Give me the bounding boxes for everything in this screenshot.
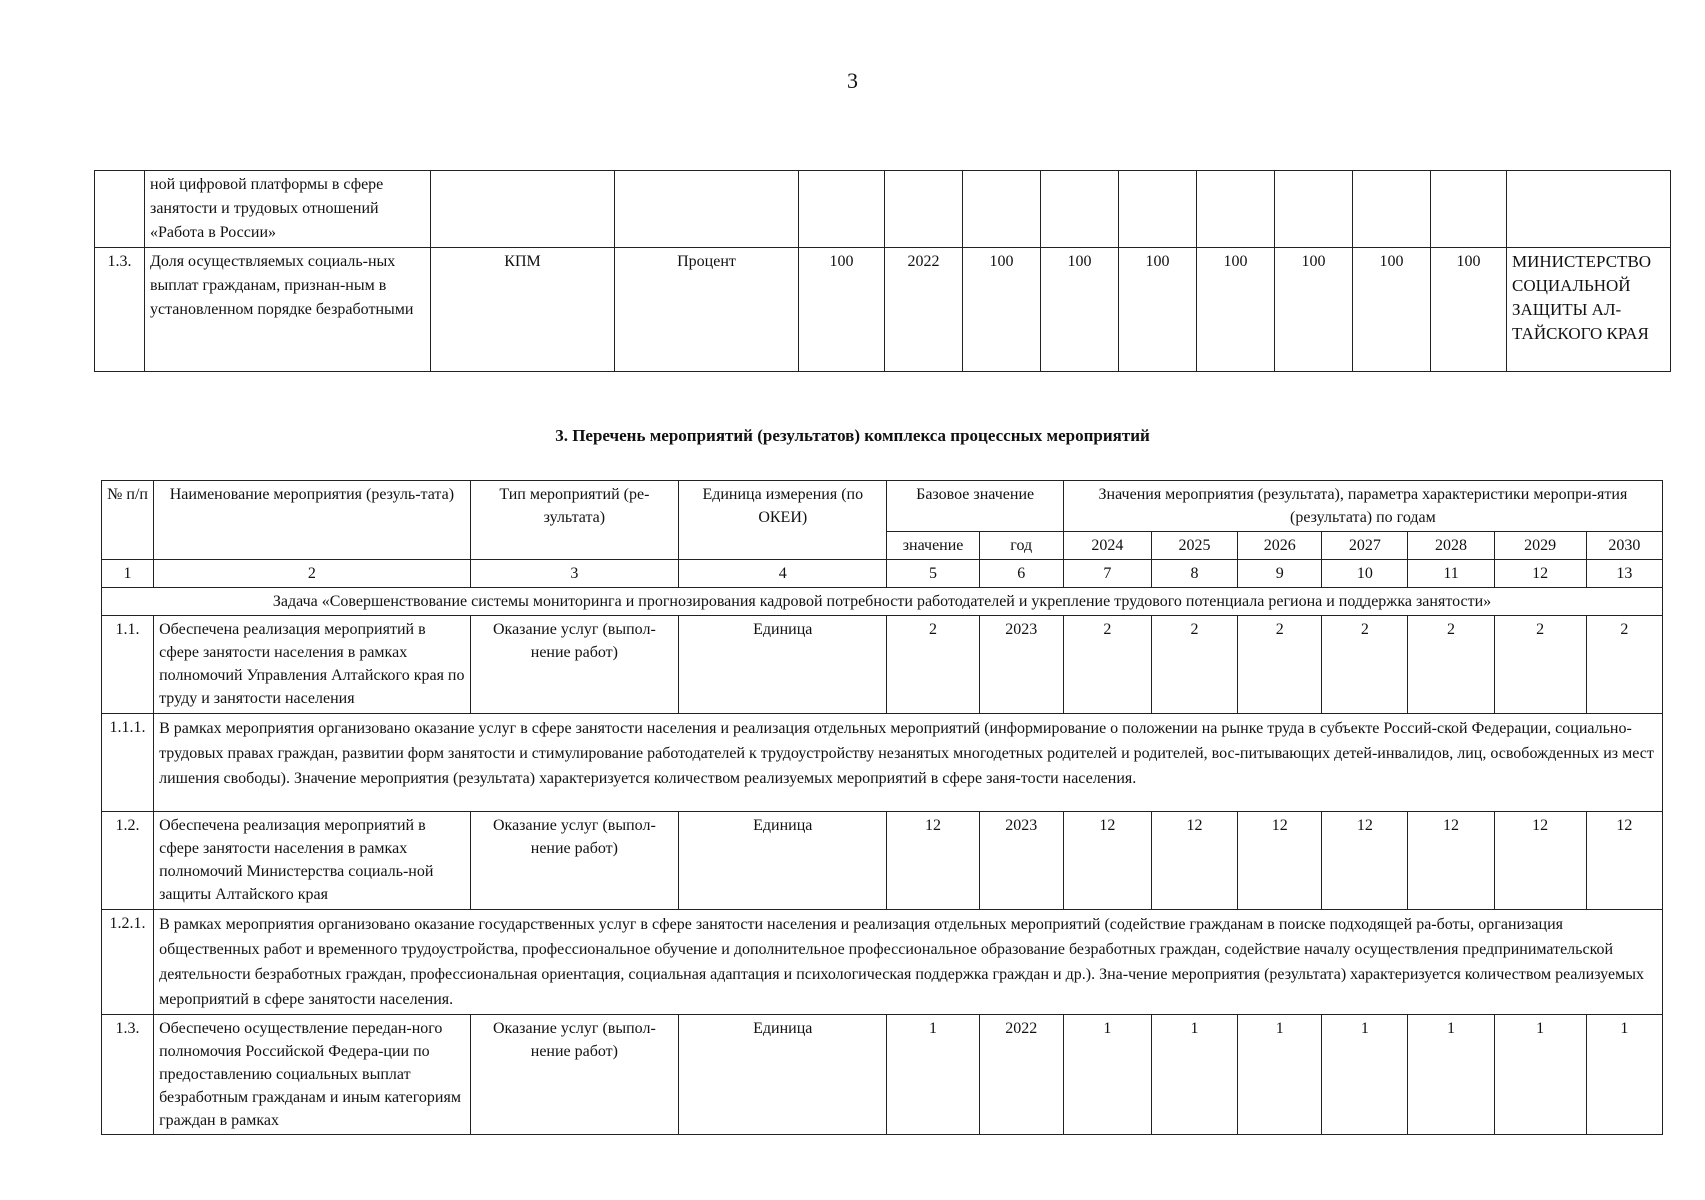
year-value: 100 (1041, 248, 1119, 372)
activity-name: Обеспечена реализация мероприятий в сфере занятости населения в рамках полномочий Министерства социаль-ной защиты Алтайского края (154, 812, 471, 910)
indicator-name: ной цифровой платформы в сфере занятости и трудовых отношений «Работа в России» (145, 171, 431, 248)
header-base-year: год (979, 532, 1063, 560)
activity-description: В рамках мероприятия организовано оказание услуг в сфере занятости населения и реализация отдельных мероприятий (информирование о положении на рынке труда в субъекте Россий-ской Федерации, социально-трудовых правах граждан, развитии форм занятости и стимулирование работодателей к трудоустройству незанятых многодетных родителей и родителей, вос-питывающих детей-инвалидов, лиц, освобожденных из мест лишения свободы). Значение мероприятия (результата) характеризуется количеством реализуемых мероприятий в сфере заня-тости населения. (154, 714, 1663, 812)
task-row (102, 588, 1663, 616)
header-row (102, 481, 1663, 532)
column-number: 4 (679, 560, 887, 588)
year-value: 2 (1494, 616, 1586, 714)
column-number: 12 (1494, 560, 1586, 588)
header-base: Базовое значение (887, 481, 1063, 532)
header-year: 2025 (1151, 532, 1237, 560)
column-number: 11 (1408, 560, 1494, 588)
activity-type: Оказание услуг (выпол-нение работ) (470, 616, 678, 714)
year-value: 12 (1063, 812, 1151, 910)
indicator-level: КПМ (431, 248, 615, 372)
indicator-unit (615, 171, 799, 248)
header-year: 2030 (1586, 532, 1662, 560)
year-value: 100 (1275, 248, 1353, 372)
year-value: 100 (1431, 248, 1507, 372)
column-number: 1 (102, 560, 154, 588)
page-number: 3 (847, 68, 858, 93)
column-number: 6 (979, 560, 1063, 588)
year-value: 100 (963, 248, 1041, 372)
year-value: 100 (1197, 248, 1275, 372)
column-number: 10 (1322, 560, 1408, 588)
year-value: 1 (1063, 1015, 1151, 1135)
indicator-unit: Процент (615, 248, 799, 372)
base-value: 100 (799, 248, 885, 372)
table-row (102, 616, 1663, 714)
column-number: 9 (1238, 560, 1322, 588)
activity-name: Обеспечена реализация мероприятий в сфере занятости населения в рамках полномочий Управления Алтайского края по труду и занятости населения (154, 616, 471, 714)
year-value (1431, 171, 1507, 248)
responsible: МИНИСТЕРСТВО СОЦИАЛЬНОЙ ЗАЩИТЫ АЛ-ТАЙСКОГО КРАЯ (1507, 248, 1671, 372)
base-year (885, 171, 963, 248)
row-number: 1.2. (102, 812, 154, 910)
header-unit: Единица измерения (по ОКЕИ) (679, 481, 887, 560)
year-value: 1 (1238, 1015, 1322, 1135)
indicator-name: Доля осуществляемых социаль-ных выплат гражданам, признан-ным в установленном порядке безработными (145, 248, 431, 372)
year-value: 2 (1238, 616, 1322, 714)
description-row (102, 910, 1663, 1015)
base-value: 12 (887, 812, 979, 910)
row-number (95, 171, 145, 248)
row-number: 1.3. (95, 248, 145, 372)
section-title: 3. Перечень мероприятий (результатов) комплекса процессных мероприятий (555, 426, 1150, 445)
indicator-level (431, 171, 615, 248)
year-value: 12 (1322, 812, 1408, 910)
year-value: 1 (1494, 1015, 1586, 1135)
activities-table (101, 480, 1663, 1135)
table-row (102, 1015, 1663, 1135)
year-value: 1 (1151, 1015, 1237, 1135)
year-value: 12 (1151, 812, 1237, 910)
column-number: 13 (1586, 560, 1662, 588)
header-year: 2024 (1063, 532, 1151, 560)
year-value (1041, 171, 1119, 248)
year-value: 12 (1408, 812, 1494, 910)
activity-unit: Единица (679, 616, 887, 714)
activity-description: В рамках мероприятия организовано оказание государственных услуг в сфере занятости населения и реализация отдельных мероприятий (содействие гражданам в поиске подходящей ра-боты, организация общественных работ и временного трудоустройства, профессиональное обучение и дополнительное профессиональное образование безработных граждан, содействие началу осуществления предпринимательской деятельности безработных граждан, профессиональная ориентация, социальная адаптация и психологическая поддержка граждан и др.). Зна-чение мероприятия (результата) характеризуется количеством реализуемых мероприятий в сфере занятости населения. (154, 910, 1663, 1015)
activity-unit: Единица (679, 1015, 887, 1135)
description-row (102, 714, 1663, 812)
header-base-value: значение (887, 532, 979, 560)
year-value: 1 (1322, 1015, 1408, 1135)
year-value: 2 (1151, 616, 1237, 714)
activity-name: Обеспечено осуществление передан-ного полномочия Российской Федера-ции по предоставлению социальных выплат безработным гражданам и иным категориям граждан в рамках (154, 1015, 471, 1135)
table-row (95, 248, 1671, 372)
base-value (799, 171, 885, 248)
table-row (102, 812, 1663, 910)
year-value (1119, 171, 1197, 248)
year-value: 100 (1353, 248, 1431, 372)
year-value: 2 (1408, 616, 1494, 714)
base-year: 2022 (979, 1015, 1063, 1135)
header-values: Значения мероприятия (результата), параметра характеристики меропри-ятия (результата) по годам (1063, 481, 1662, 532)
year-value (1275, 171, 1353, 248)
base-year: 2023 (979, 616, 1063, 714)
responsible (1507, 171, 1671, 248)
base-year: 2022 (885, 248, 963, 372)
base-value: 2 (887, 616, 979, 714)
header-name: Наименование мероприятия (резуль-тата) (154, 481, 471, 560)
year-value: 1 (1408, 1015, 1494, 1135)
table-row (95, 171, 1671, 248)
header-year: 2028 (1408, 532, 1494, 560)
year-value: 12 (1238, 812, 1322, 910)
row-number: 1.3. (102, 1015, 154, 1135)
row-number: 1.1. (102, 616, 154, 714)
header-year: 2027 (1322, 532, 1408, 560)
year-value: 2 (1322, 616, 1408, 714)
year-value (1197, 171, 1275, 248)
activity-type: Оказание услуг (выпол-нение работ) (470, 1015, 678, 1135)
year-value: 12 (1586, 812, 1662, 910)
column-number: 7 (1063, 560, 1151, 588)
year-value: 1 (1586, 1015, 1662, 1135)
header-year: 2026 (1238, 532, 1322, 560)
header-num: № п/п (102, 481, 154, 560)
column-numbers-row (102, 560, 1663, 588)
year-value (1353, 171, 1431, 248)
activity-type: Оказание услуг (выпол-нение работ) (470, 812, 678, 910)
column-number: 2 (154, 560, 471, 588)
row-number: 1.1.1. (102, 714, 154, 812)
header-year: 2029 (1494, 532, 1586, 560)
year-value: 12 (1494, 812, 1586, 910)
activity-unit: Единица (679, 812, 887, 910)
year-value: 2 (1063, 616, 1151, 714)
base-year: 2023 (979, 812, 1063, 910)
year-value: 2 (1586, 616, 1662, 714)
base-value: 1 (887, 1015, 979, 1135)
column-number: 8 (1151, 560, 1237, 588)
header-type: Тип мероприятий (ре-зультата) (470, 481, 678, 560)
year-value: 100 (1119, 248, 1197, 372)
row-number: 1.2.1. (102, 910, 154, 1015)
column-number: 3 (470, 560, 678, 588)
task-title: Задача «Совершенствование системы мониторинга и прогнозирования кадровой потребности работодателей и укрепление трудового потенциала региона и поддержка занятости» (102, 588, 1663, 616)
year-value (963, 171, 1041, 248)
column-number: 5 (887, 560, 979, 588)
indicators-table-continuation (94, 170, 1671, 372)
